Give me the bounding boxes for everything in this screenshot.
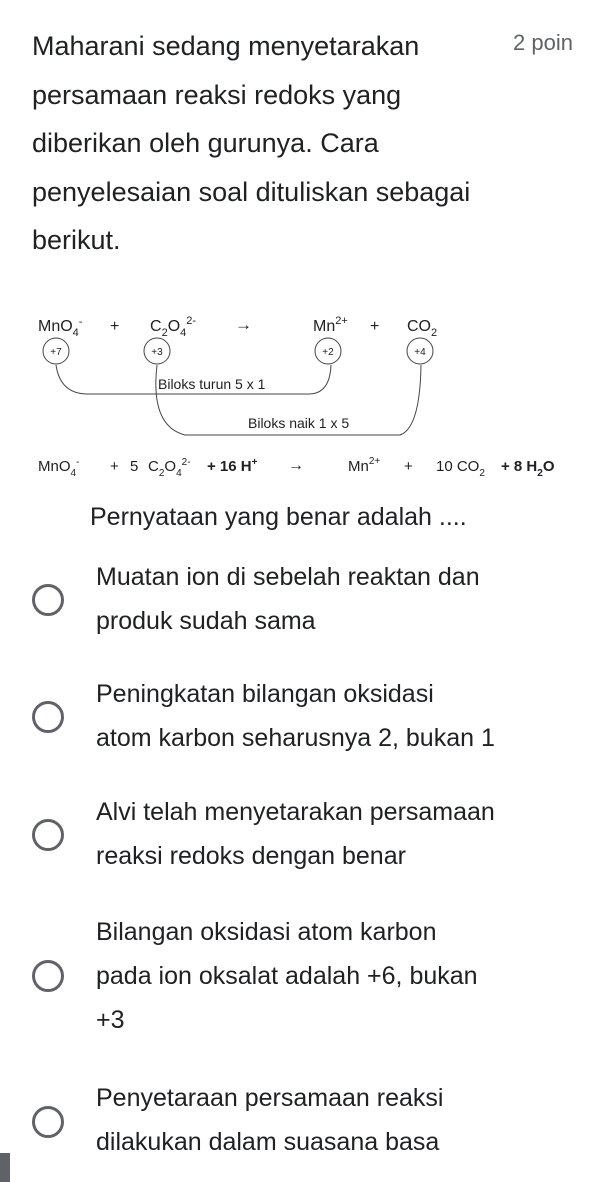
option-line: dilakukan dalam suasana basa (96, 1128, 440, 1156)
option-5[interactable] (0, 1076, 607, 1166)
reactant-mno4: MnO$_4$- (38, 316, 83, 339)
option-line: Alvi telah menyetarakan persamaan (96, 798, 495, 826)
oxidation-label: Biloks naik 1 x 5 (248, 415, 350, 431)
svg-text:10 CO2: 10 $CO_2$ (436, 458, 485, 479)
redox-diagram (0, 298, 607, 498)
reduction-label: Biloks turun 5 x 1 (158, 376, 266, 392)
option-line: reaksi redoks dengan benar (96, 842, 406, 870)
option-line: produk sudah sama (96, 607, 316, 635)
product-co2: $CO_2$ (407, 318, 438, 339)
option-1[interactable] (0, 555, 607, 645)
reaction-arrow: → (235, 315, 252, 334)
radio-button[interactable] (32, 1106, 64, 1138)
option-line: Muatan ion di sebelah reaktan dan (96, 563, 480, 591)
svg-text:Mn2+: $Mn^{2+}$ (348, 456, 381, 475)
svg-text:+2: +2 (322, 347, 334, 358)
prompt-text: Pernyataan yang benar adalah .... (90, 503, 467, 531)
reactant-c2o4: $C_2O_4^{2-}$ (150, 315, 197, 339)
svg-text:+ 8 H2O: + 8 $H_2O$ (501, 458, 555, 479)
oxidation-state-c-product (407, 338, 433, 364)
balanced-equation (38, 456, 555, 479)
radio-button[interactable] (32, 819, 64, 851)
option-line: pada ion oksalat adalah +6, bukan (96, 962, 478, 990)
option-3[interactable] (0, 790, 607, 880)
option-line: Bilangan oksidasi atom karbon (96, 918, 437, 946)
svg-text:+3: +3 (151, 347, 163, 358)
svg-text:+ 16 H+: + 16 H+ (207, 457, 258, 475)
question-text: Maharani sedang menyetarakan persamaan reaksi redoks yang diberikan oleh gurunya. Cara penyelesaian soal dituliskan sebagai berikut. (32, 31, 471, 255)
svg-text:MnO4-: MnO$_4$- (38, 457, 80, 479)
radio-button[interactable] (32, 960, 64, 992)
svg-text:C2O42-: $C_2O_4^{2-}$ (148, 457, 191, 479)
radio-button[interactable] (32, 584, 64, 616)
svg-text:→: → (288, 457, 304, 474)
plus-sign: + (370, 318, 380, 335)
oxidation-state-mn-product (315, 338, 341, 364)
svg-text:+7: +7 (50, 347, 62, 358)
option-line: Peningkatan bilangan oksidasi (96, 680, 434, 708)
svg-text:+: + (404, 458, 413, 475)
option-2[interactable] (0, 672, 607, 762)
option-line: atom karbon seharusnya 2, bukan 1 (96, 724, 495, 752)
svg-text:+4: +4 (414, 347, 426, 358)
option-line: Penyetaraan persamaan reaksi (96, 1084, 444, 1112)
plus-sign: + (110, 318, 120, 335)
points-label: 2 poin (513, 30, 573, 55)
svg-text:5: 5 (130, 458, 139, 475)
svg-text:+: + (110, 458, 119, 475)
option-4[interactable] (0, 910, 607, 1042)
oxidation-state-mn-reactant (43, 338, 69, 364)
oxidation-state-c-reactant (144, 338, 170, 364)
option-line: +3 (96, 1006, 125, 1034)
edge-indicator (0, 1153, 10, 1182)
product-mn: $Mn^{2+}$ (313, 315, 348, 335)
radio-button[interactable] (32, 701, 64, 733)
